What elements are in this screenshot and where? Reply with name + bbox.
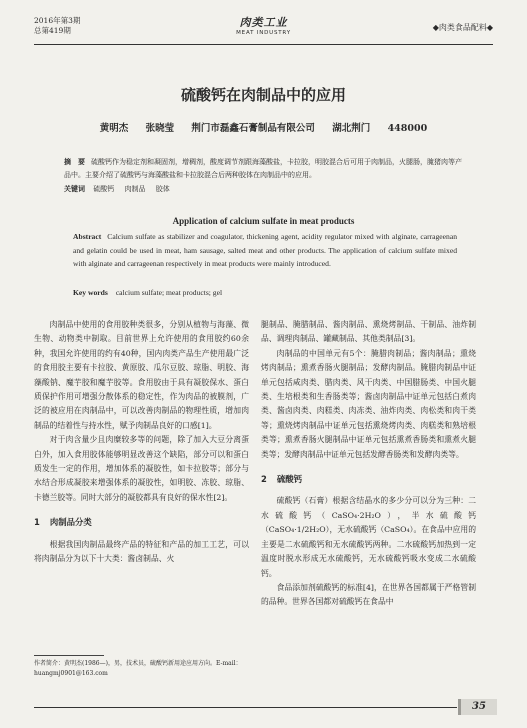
cn-keywords xyxy=(64,184,178,194)
paragraph: 腿制品、腌腊制品、酱肉制品、熏烧烤制品、干制品、油炸制品、调理肉制品、罐藏制品、其他类制品[3]。 xyxy=(261,320,476,344)
paragraph: 根据我国肉制品最终产品的特征和产品的加工工艺，可以将肉制品分为以下十大类：酱卤制品、火 xyxy=(34,539,249,564)
keyword: 肉制品 xyxy=(124,185,146,193)
section-number: 2 xyxy=(261,474,267,485)
english-title: Application of calcium sulfate in meat products xyxy=(172,216,355,226)
body-column-right xyxy=(261,318,476,610)
cn-abstract-text: 硫酸钙作为稳定剂和凝固剂，增稠剂，酸度调节剂跟海藻酸盐，卡拉胶，明胶混合后可用于肉制品，火腿肠，腌猪肉等产品中。主要介绍了硫酸钙与海藻酸盐和卡拉胶混合后两种胶体在肉制品中的应用。 xyxy=(64,158,462,179)
paragraph: 硫酸钙（石膏）根据含结晶水的多少分可以分为三种：二水硫酸钙（CaSO₄·2H₂O），半水硫酸钙（CaSO₄·1/2H₂O），无水硫酸钙（CaSO₄）。在食品中应用的主要是二水硫酸钙和无水硫酸钙两种。二水硫酸钙加热到一定温度时脱水形成无水硫酸钙，无水硫酸钙吸水变成二水硫酸钙。 xyxy=(261,496,476,578)
author-name: 黄明杰 xyxy=(99,123,129,134)
section-heading xyxy=(34,515,249,529)
postcode: 448000 xyxy=(387,123,428,134)
author-line xyxy=(0,120,527,134)
header-rule xyxy=(34,44,493,45)
paragraph: 肉制品中使用的食用胶种类很多，分别从植物与海藻、微生物、动物类中制取。目前世界上允许使用的食用胶约60余种，我国允许使用的约有40种，国内肉类产品生产使用最广泛的食用胶主要有卡拉胶、黄原胶、瓜尔豆胶、琼脂、明胶、海藻酸钠、魔芋胶和魔芋胶等。食用胶由于具有凝胶保水、蛋白质保护作用可增强分散体系的稳定性，作为肉品的被膜剂，广泛的被应用在肉制品中，可以改善肉制品的物理性质，增加肉制品的结着性与持水性，赋予肉制品良好的口感[1]。 xyxy=(34,320,249,430)
en-abstract-text: Calcium sulfate as stabilizer and coagulator, thickening agent, acidity regulator mixed with alginate, carrageenan and gelatin could be used in meat, ham sausage, salted meat and other products. The application of calcium sulfate mixed with alginate and carrageenan respectively in meat products were mainly introduced. xyxy=(73,232,457,268)
footer-rule xyxy=(34,707,457,708)
en-keywords-text: calcium sulfate; meat products; gel xyxy=(115,288,223,297)
total-issue-number: 总第419期 xyxy=(34,26,71,35)
keyword: 硫酸钙 xyxy=(93,185,115,193)
journal-name-en: MEAT INDUSTRY xyxy=(236,30,291,36)
section-heading xyxy=(261,472,476,486)
cn-abstract-label: 摘 要 xyxy=(64,157,85,166)
cn-abstract xyxy=(64,155,467,182)
paragraph: 肉制品的中国单元有5个：腌腊肉制品；酱肉制品；熏烧烤肉制品；熏煮香肠火腿制品；发酵肉制品。腌腊肉制品中证单元包括咸肉类、腊肉类、风干肉类、中国腊肠类、中国火腿类、生培根类和生香肠类等；酱卤肉制品中证单元包括白煮肉类、酱卤肉类、肉糕类、肉冻类、油炸肉类、肉松类和肉干类等；熏烧烤肉制品中证单元包括熏烧烤肉类、肉糕类和熟培根类等；熏煮香肠火腿制品中证单元包括熏煮香肠类和熏煮火腿类等；发酵肉制品中证单元包括发酵香肠类和发酵肉类等。 xyxy=(261,348,476,459)
author-name: 张晓莹 xyxy=(145,123,175,134)
section-number: 1 xyxy=(34,517,40,528)
en-keywords-label: Key words xyxy=(73,288,108,297)
location: 湖北荆门 xyxy=(332,123,371,134)
page-number: 35 xyxy=(458,699,497,715)
section-heading-text: 硫酸钙 xyxy=(276,474,302,485)
page-header xyxy=(34,12,493,44)
paragraph: 食品添加剂硫酸钙的标准[4]，在世界各国都属于严格管制的品种。世界各国都对硫酸钙在食品中 xyxy=(261,582,476,607)
body-column-left xyxy=(34,318,249,567)
cn-keywords-label: 关键词 xyxy=(64,184,85,193)
journal-logo-cn: 肉类工业 xyxy=(239,16,288,29)
footnote-rule xyxy=(34,655,104,656)
en-abstract-label: Abstract xyxy=(73,232,102,241)
en-keywords xyxy=(73,288,222,297)
keyword: 胶体 xyxy=(155,185,170,193)
section-name: ◆肉类食品配料◆ xyxy=(432,23,493,32)
paragraph: 对于肉含量少且肉糜较多等的问题，除了加入大豆分离蛋白外，加入食用胶体能够明显改善这个缺陷，部分可以和蛋白质发生一定的作用，增加体系的凝胶性，如卡拉胶等；部分与水结合形成凝胶来增强体系的凝胶性，如明胶、冻胶、琼脂、卡德兰胶等。同时大部分的凝胶都具有良好的保水性[2]。 xyxy=(34,435,249,502)
affiliation: 荆门市磊鑫石膏制品有限公司 xyxy=(191,123,315,134)
section-heading-text: 肉制品分类 xyxy=(49,517,92,528)
author-footnote: 作者简介：黄明杰(1986—)，男，技术员，硫酸钙新用途应用方向。E-mail：huangmj0901@163.com xyxy=(34,660,242,677)
journal-masthead xyxy=(34,14,493,36)
en-abstract xyxy=(73,230,457,271)
issue-number: 2016年第3期 xyxy=(34,16,81,25)
article-title: 硫酸钙在肉制品中的应用 xyxy=(180,86,346,104)
